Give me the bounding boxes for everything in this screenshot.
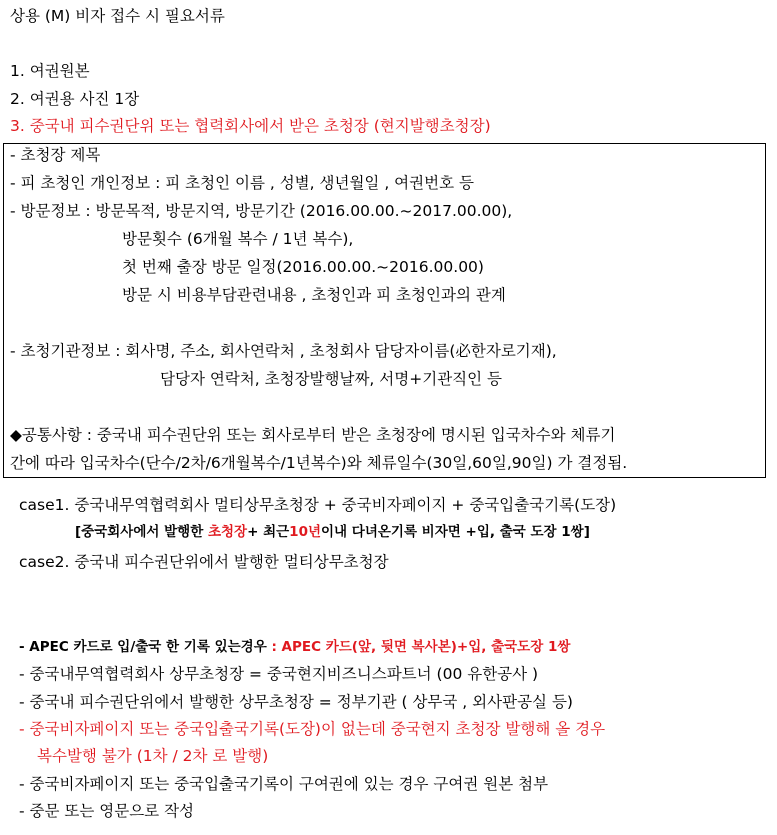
box-line-common-notice-cont: 간에 따라 입국차수(단수/2차/6개월복수/1년복수)와 체류일수(30일,60일,90일) 가 결정됨. — [10, 454, 628, 472]
case1-note — [75, 522, 590, 542]
note-apec — [19, 637, 570, 657]
case1-text: case1. 중국내무역협력회사 멀티상무초청장 + 중국비자페이지 + 중국입출국기록(도장) — [19, 496, 617, 514]
note-government: - 중국내 피수권단위에서 발행한 상무초청장 = 정부기관 ( 상무국 , 외사판공실 등) — [19, 693, 573, 711]
case1-note-invitation: 초청장 — [207, 524, 248, 540]
box-line-personal-info: - 피 초청인 개인정보 : 피 초청인 이름 , 성별, 생년월일 , 여권번호 등 — [10, 174, 474, 192]
note-no-record: - 중국비자페이지 또는 중국입출국기록(도장)이 없는데 중국현지 초청장 발행해 올 경우 — [19, 720, 606, 738]
required-item-3: 3. 중국내 피수권단위 또는 협력회사에서 받은 초청장 (현지발행초청장) — [10, 117, 491, 135]
box-line-cost-relation: 방문 시 비용부담관련내용 , 초청인과 피 초청인과의 관계 — [122, 286, 506, 304]
note-apec-b: : APEC 카드(앞, 뒷면 복사본)+입, 출국도장 1쌍 — [271, 639, 571, 655]
case1-note-a: [중국회사에서 발행한 — [75, 524, 208, 540]
case1-note-e: 이내 다녀온기록 비자면 +입, 출국 도장 1쌍] — [321, 524, 590, 540]
note-trade-partner: - 중국내무역협력회사 상무초청장 = 중국현지비즈니스파트너 (00 유한공사 ) — [19, 665, 539, 683]
required-item-1: 1. 여권원본 — [10, 62, 90, 80]
case1-note-c: + 최근 — [247, 524, 290, 540]
case1-note-10years: 10년 — [289, 524, 321, 540]
box-line-visit-count: 방문횟수 (6개월 복수 / 1년 복수), — [122, 230, 354, 248]
box-line-org-info: - 초청기관정보 : 회사명, 주소, 회사연락처 , 초청회사 담당자이름(必한자로기재), — [10, 342, 557, 360]
box-line-first-trip: 첫 번째 출장 방문 일정(2016.00.00.~2016.00.00) — [122, 258, 484, 276]
document-title: 상용 (M) 비자 접수 시 필요서류 — [10, 7, 225, 25]
note-no-multi: 복수발행 불가 (1차 / 2차 로 발행) — [37, 747, 269, 765]
required-item-2: 2. 여권용 사진 1장 — [10, 90, 140, 108]
note-language: - 중문 또는 영문으로 작성 — [19, 802, 195, 820]
note-old-passport: - 중국비자페이지 또는 중국입출국기록이 구여권에 있는 경우 구여권 원본 첨부 — [19, 775, 549, 793]
box-line-contact-info: 담당자 연락처, 초청장발행날짜, 서명+기관직인 등 — [160, 370, 503, 388]
box-line-invitation-title: - 초청장 제목 — [10, 146, 101, 164]
box-line-visit-info: - 방문정보 : 방문목적, 방문지역, 방문기간 (2016.00.00.~2017.00.00), — [10, 202, 513, 220]
box-line-common-notice: ◆공통사항 : 중국내 피수권단위 또는 회사로부터 받은 초청장에 명시된 입국차수와 체류기 — [10, 426, 616, 444]
case2-text: case2. 중국내 피수권단위에서 발행한 멀티상무초청장 — [19, 553, 389, 571]
note-apec-a: - APEC 카드로 입/출국 한 기록 있는경우 — [19, 639, 272, 655]
